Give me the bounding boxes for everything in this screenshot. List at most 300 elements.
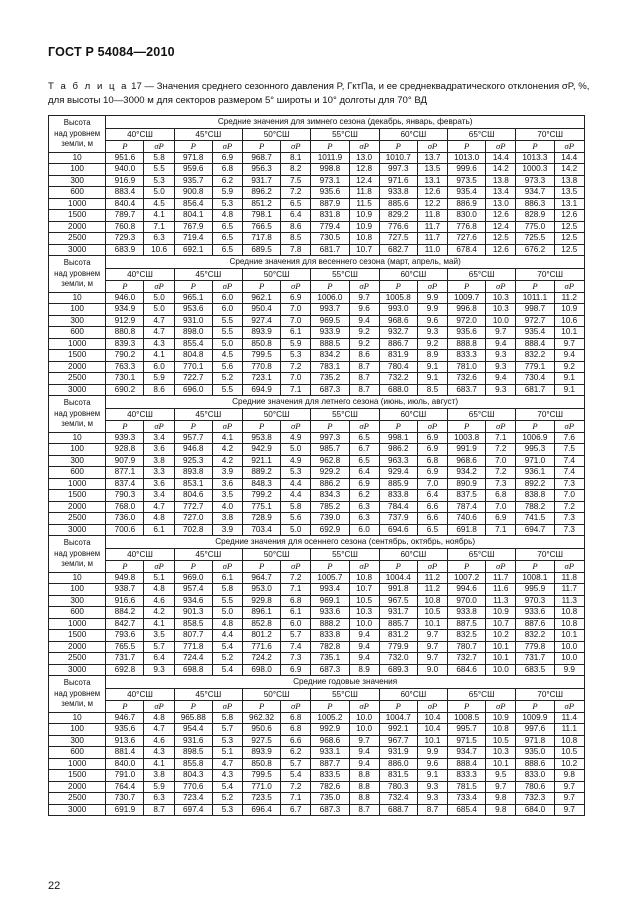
- latitude-header: 70°СШ: [516, 129, 585, 141]
- sigma-cell: 10.8: [486, 724, 516, 736]
- pressure-cell: 727.0: [174, 513, 212, 525]
- pressure-cell: 893.8: [174, 467, 212, 479]
- sigma-cell: 9.9: [417, 747, 447, 759]
- pressure-cell: 839.3: [106, 338, 144, 350]
- sigma-cell: 5.6: [281, 513, 311, 525]
- sigma-cell: 11.2: [417, 572, 447, 584]
- pressure-cell: 971.8: [516, 735, 554, 747]
- pressure-cell: 965.1: [174, 292, 212, 304]
- pressure-cell: 967.7: [379, 735, 417, 747]
- height-cell: 2500: [49, 793, 106, 805]
- sigma-cell: 7.2: [554, 501, 584, 513]
- latitude-row: [49, 129, 585, 141]
- sigma-cell: 6.3: [349, 513, 379, 525]
- sigma-cell: 4.7: [144, 724, 174, 736]
- height-cell: 1500: [49, 490, 106, 502]
- sigma-cell: 7.2: [486, 467, 516, 479]
- sigma-cell: 10.0: [486, 315, 516, 327]
- sigma-column-header: σP: [212, 281, 242, 293]
- sigma-cell: 7.4: [554, 455, 584, 467]
- height-cell: 10: [49, 292, 106, 304]
- pressure-cell: 804.1: [174, 210, 212, 222]
- sigma-cell: 6.6: [417, 501, 447, 513]
- pressure-column-header: P: [174, 701, 212, 713]
- table-row: [49, 513, 585, 525]
- pressure-column-header: P: [106, 281, 144, 293]
- pressure-cell: 832.5: [448, 630, 486, 642]
- pressure-cell: 775.0: [516, 221, 554, 233]
- sigma-cell: 9.1: [417, 361, 447, 373]
- height-cell: 2500: [49, 653, 106, 665]
- height-cell: 2000: [49, 501, 106, 513]
- sigma-cell: 11.8: [417, 210, 447, 222]
- table-row: [49, 350, 585, 362]
- pressure-cell: 1013.0: [448, 152, 486, 164]
- sigma-cell: 3.9: [212, 467, 242, 479]
- sigma-cell: 9.6: [349, 304, 379, 316]
- sigma-cell: 6.7: [349, 444, 379, 456]
- sigma-column-header: σP: [417, 421, 447, 433]
- pressure-cell: 1000.3: [516, 164, 554, 176]
- sigma-cell: 7.2: [281, 187, 311, 199]
- pressure-column-header: P: [448, 421, 486, 433]
- pressure-cell: 962.8: [311, 455, 349, 467]
- sigma-cell: 9.4: [349, 315, 379, 327]
- sigma-cell: 10.8: [554, 618, 584, 630]
- sigma-cell: 6.5: [349, 432, 379, 444]
- height-cell: 1000: [49, 618, 106, 630]
- pressure-cell: 957.4: [174, 584, 212, 596]
- pressure-cell: 1004.7: [379, 712, 417, 724]
- pressure-cell: 735.0: [311, 793, 349, 805]
- sigma-cell: 7.1: [144, 221, 174, 233]
- pressure-column-header: P: [242, 701, 280, 713]
- pressure-cell: 780.4: [379, 361, 417, 373]
- pressure-cell: 799.2: [242, 490, 280, 502]
- sigma-cell: 4.8: [144, 712, 174, 724]
- sigma-cell: 6.5: [281, 198, 311, 210]
- pressure-cell: 886.7: [379, 338, 417, 350]
- pressure-cell: 968.6: [448, 455, 486, 467]
- pressure-cell: 954.4: [174, 724, 212, 736]
- pressure-cell: 968.6: [311, 735, 349, 747]
- pressure-cell: 999.6: [448, 164, 486, 176]
- sigma-cell: 8.2: [281, 164, 311, 176]
- pressure-cell: 832.2: [516, 630, 554, 642]
- latitude-row: [49, 689, 585, 701]
- pressure-cell: 717.8: [242, 233, 280, 245]
- table-row: [49, 187, 585, 199]
- sigma-cell: 8.7: [144, 804, 174, 816]
- pressure-cell: 893.9: [242, 747, 280, 759]
- latitude-header: 55°СШ: [311, 689, 379, 701]
- sigma-cell: 10.0: [349, 618, 379, 630]
- sigma-cell: 5.3: [212, 804, 242, 816]
- sigma-cell: 6.8: [486, 490, 516, 502]
- pressure-cell: 833.3: [448, 770, 486, 782]
- sigma-cell: 8.9: [417, 350, 447, 362]
- pressure-cell: 831.8: [311, 210, 349, 222]
- sigma-cell: 3.6: [144, 478, 174, 490]
- pressure-column-header: P: [311, 141, 349, 153]
- pressure-cell: 970.0: [448, 595, 486, 607]
- sigma-cell: 9.4: [349, 641, 379, 653]
- pressure-table: [48, 115, 585, 816]
- sigma-cell: 8.5: [281, 233, 311, 245]
- sigma-cell: 13.1: [554, 198, 584, 210]
- pressure-cell: 697.4: [174, 804, 212, 816]
- pressure-cell: 940.0: [106, 164, 144, 176]
- latitude-header: 60°СШ: [379, 689, 447, 701]
- sigma-cell: 8.9: [349, 664, 379, 676]
- sigma-cell: 5.3: [281, 467, 311, 479]
- sigma-cell: 5.2: [212, 793, 242, 805]
- sigma-column-header: σP: [281, 561, 311, 573]
- sigma-cell: 5.7: [212, 724, 242, 736]
- pressure-cell: 683.9: [106, 244, 144, 256]
- pressure-column-header: P: [311, 701, 349, 713]
- sigma-cell: 9.3: [417, 781, 447, 793]
- sigma-column-header: σP: [212, 141, 242, 153]
- pressure-cell: 953.6: [174, 304, 212, 316]
- pressure-cell: 790.3: [106, 490, 144, 502]
- sigma-cell: 10.0: [554, 641, 584, 653]
- sigma-cell: 12.5: [554, 244, 584, 256]
- pressure-cell: 931.9: [379, 747, 417, 759]
- pressure-cell: 829.2: [379, 210, 417, 222]
- pressure-cell: 732.2: [379, 373, 417, 385]
- latitude-header: 55°СШ: [311, 129, 379, 141]
- sigma-cell: 5.2: [212, 653, 242, 665]
- sigma-cell: 10.0: [486, 664, 516, 676]
- latitude-header: 65°СШ: [448, 129, 516, 141]
- latitude-header: 45°СШ: [174, 269, 242, 281]
- pressure-cell: 848.3: [242, 478, 280, 490]
- pressure-cell: 973.3: [516, 175, 554, 187]
- pressure-cell: 933.6: [311, 607, 349, 619]
- sigma-column-header: σP: [417, 141, 447, 153]
- pressure-cell: 935.4: [516, 327, 554, 339]
- pressure-cell: 691.9: [106, 804, 144, 816]
- sigma-cell: 10.1: [417, 618, 447, 630]
- pressure-cell: 933.6: [516, 607, 554, 619]
- sigma-cell: 6.0: [144, 361, 174, 373]
- sigma-cell: 7.0: [281, 373, 311, 385]
- pressure-cell: 936.1: [516, 467, 554, 479]
- pressure-cell: 683.5: [516, 664, 554, 676]
- pressure-cell: 995.7: [448, 724, 486, 736]
- pressure-cell: 997.6: [516, 724, 554, 736]
- row-label-line: земли, м: [61, 279, 94, 289]
- sigma-cell: 10.1: [486, 758, 516, 770]
- pressure-column-header: P: [106, 421, 144, 433]
- sigma-cell: 8.7: [349, 373, 379, 385]
- pressure-cell: 702.8: [174, 524, 212, 536]
- sigma-cell: 3.3: [144, 467, 174, 479]
- latitude-header: 60°СШ: [379, 409, 447, 421]
- sigma-cell: 9.7: [417, 653, 447, 665]
- sigma-column-header: σP: [212, 561, 242, 573]
- sigma-cell: 4.3: [144, 747, 174, 759]
- table-row: [49, 607, 585, 619]
- section-title: Средние годовые значения: [106, 676, 585, 689]
- sigma-column-header: σP: [281, 281, 311, 293]
- latitude-header: 50°СШ: [242, 269, 310, 281]
- pressure-cell: 969.0: [174, 572, 212, 584]
- sigma-cell: 10.7: [349, 584, 379, 596]
- table-row: [49, 490, 585, 502]
- sigma-cell: 5.0: [281, 524, 311, 536]
- pressure-cell: 901.3: [174, 607, 212, 619]
- pressure-column-header: P: [242, 421, 280, 433]
- pressure-cell: 729.3: [106, 233, 144, 245]
- sigma-column-header: σP: [212, 701, 242, 713]
- row-label-line: земли, м: [61, 419, 94, 429]
- height-cell: 2500: [49, 373, 106, 385]
- pressure-cell: 833.5: [311, 770, 349, 782]
- table-row: [49, 584, 585, 596]
- sigma-cell: 12.8: [349, 164, 379, 176]
- pressure-cell: 772.7: [174, 501, 212, 513]
- sigma-cell: 9.4: [349, 747, 379, 759]
- pressure-cell: 889.2: [242, 467, 280, 479]
- pressure-cell: 896.2: [242, 187, 280, 199]
- pressure-cell: 732.7: [448, 653, 486, 665]
- sigma-cell: 11.7: [554, 584, 584, 596]
- sigma-cell: 10.5: [349, 595, 379, 607]
- sigma-column-header: σP: [486, 561, 516, 573]
- height-cell: 1500: [49, 350, 106, 362]
- sigma-cell: 6.2: [349, 490, 379, 502]
- sigma-cell: 13.5: [417, 164, 447, 176]
- pressure-cell: 692.9: [311, 524, 349, 536]
- section-title: Средние значения для весеннего сезона (март, апрель, май): [106, 256, 585, 269]
- sigma-cell: 9.4: [486, 338, 516, 350]
- sigma-column-header: σP: [144, 561, 174, 573]
- pressure-cell: 694.7: [516, 524, 554, 536]
- sigma-column-header: σP: [486, 141, 516, 153]
- sigma-cell: 9.7: [417, 641, 447, 653]
- pressure-column-header: P: [448, 561, 486, 573]
- pressure-column-header: P: [516, 141, 554, 153]
- sigma-cell: 10.8: [417, 595, 447, 607]
- sigma-cell: 7.1: [486, 432, 516, 444]
- sigma-cell: 5.0: [212, 607, 242, 619]
- pressure-cell: 831.9: [379, 350, 417, 362]
- sigma-cell: 3.6: [212, 478, 242, 490]
- pressure-cell: 684.0: [516, 804, 554, 816]
- sigma-cell: 12.6: [554, 210, 584, 222]
- pressure-cell: 995.9: [516, 584, 554, 596]
- sigma-cell: 5.0: [144, 304, 174, 316]
- table-caption: [48, 80, 593, 108]
- pressure-cell: 888.4: [448, 758, 486, 770]
- pressure-cell: 953.8: [242, 432, 280, 444]
- pressure-cell: 927.4: [242, 315, 280, 327]
- table-row: [49, 175, 585, 187]
- sigma-cell: 5.7: [144, 641, 174, 653]
- pressure-cell: 798.1: [242, 210, 280, 222]
- pressure-cell: 698.0: [242, 664, 280, 676]
- pressure-cell: 925.3: [174, 455, 212, 467]
- height-cell: 300: [49, 315, 106, 327]
- sigma-cell: 9.8: [486, 804, 516, 816]
- section-title-row: [49, 396, 585, 409]
- sigma-cell: 6.3: [349, 501, 379, 513]
- pressure-cell: 1008.5: [448, 712, 486, 724]
- pressure-cell: 968.7: [242, 152, 280, 164]
- sigma-cell: 5.3: [212, 735, 242, 747]
- sigma-cell: 10.7: [486, 618, 516, 630]
- height-cell: 1500: [49, 210, 106, 222]
- table-row: [49, 781, 585, 793]
- sigma-cell: 12.6: [486, 244, 516, 256]
- pressure-cell: 834.2: [311, 350, 349, 362]
- sigma-cell: 10.3: [349, 607, 379, 619]
- table-row: [49, 595, 585, 607]
- latitude-header: 55°СШ: [311, 269, 379, 281]
- pressure-cell: 896.1: [242, 607, 280, 619]
- pressure-cell: 931.6: [174, 735, 212, 747]
- latitude-header: 55°СШ: [311, 549, 379, 561]
- table-row: [49, 793, 585, 805]
- height-cell: 2000: [49, 641, 106, 653]
- pressure-cell: 689.3: [379, 664, 417, 676]
- pressure-cell: 782.6: [311, 781, 349, 793]
- pressure-cell: 790.2: [106, 350, 144, 362]
- sigma-cell: 10.8: [349, 233, 379, 245]
- sigma-cell: 6.9: [417, 444, 447, 456]
- table-row: [49, 455, 585, 467]
- sigma-cell: 7.2: [486, 444, 516, 456]
- pressure-cell: 973.1: [311, 175, 349, 187]
- sigma-cell: 11.1: [554, 724, 584, 736]
- table-row: [49, 618, 585, 630]
- table-row: [49, 198, 585, 210]
- sigma-cell: 9.4: [349, 653, 379, 665]
- sigma-cell: 9.3: [486, 361, 516, 373]
- sigma-cell: 12.2: [417, 198, 447, 210]
- table-row: [49, 304, 585, 316]
- pressure-cell: 927.5: [242, 735, 280, 747]
- table-row: [49, 292, 585, 304]
- sigma-cell: 7.1: [281, 793, 311, 805]
- height-cell: 1500: [49, 630, 106, 642]
- row-label-cell: [49, 116, 106, 153]
- sigma-cell: 10.1: [417, 735, 447, 747]
- sigma-cell: 9.9: [417, 292, 447, 304]
- pressure-cell: 887.5: [448, 618, 486, 630]
- pressure-cell: 933.8: [448, 607, 486, 619]
- sigma-column-header: σP: [486, 701, 516, 713]
- pressure-cell: 783.1: [311, 361, 349, 373]
- row-label-line: над уровнем: [54, 408, 101, 418]
- height-cell: 2000: [49, 781, 106, 793]
- table-row: [49, 758, 585, 770]
- pressure-cell: 998.7: [516, 304, 554, 316]
- pressure-cell: 916.6: [106, 595, 144, 607]
- sigma-cell: 9.7: [554, 793, 584, 805]
- sigma-cell: 10.0: [554, 653, 584, 665]
- table-row: [49, 210, 585, 222]
- latitude-header: 60°СШ: [379, 129, 447, 141]
- sigma-column-header: σP: [144, 701, 174, 713]
- pressure-cell: 787.4: [448, 501, 486, 513]
- sigma-cell: 7.8: [281, 244, 311, 256]
- sigma-cell: 4.2: [144, 607, 174, 619]
- pressure-cell: 950.6: [242, 724, 280, 736]
- pressure-cell: 972.7: [516, 315, 554, 327]
- latitude-header: 60°СШ: [379, 549, 447, 561]
- pressure-cell: 832.2: [516, 350, 554, 362]
- sigma-cell: 4.7: [212, 758, 242, 770]
- sigma-cell: 11.8: [349, 187, 379, 199]
- pressure-cell: 838.8: [516, 490, 554, 502]
- height-cell: 10: [49, 432, 106, 444]
- sigma-cell: 4.2: [212, 444, 242, 456]
- height-cell: 1000: [49, 198, 106, 210]
- table-row: [49, 233, 585, 245]
- latitude-header: 40°СШ: [106, 129, 174, 141]
- pressure-cell: 972.0: [448, 315, 486, 327]
- pressure-cell: 689.5: [242, 244, 280, 256]
- pressure-cell: 992.1: [379, 724, 417, 736]
- sigma-cell: 5.8: [212, 584, 242, 596]
- sigma-cell: 6.8: [281, 712, 311, 724]
- sigma-cell: 9.7: [554, 781, 584, 793]
- pressure-cell: 682.7: [379, 244, 417, 256]
- pressure-cell: 887.6: [516, 618, 554, 630]
- sigma-cell: 14.2: [554, 164, 584, 176]
- pressure-cell: 730.5: [311, 233, 349, 245]
- sigma-cell: 8.8: [349, 770, 379, 782]
- pressure-cell: 684.6: [448, 664, 486, 676]
- sigma-cell: 3.8: [212, 513, 242, 525]
- sigma-cell: 6.9: [281, 292, 311, 304]
- sigma-cell: 10.1: [486, 653, 516, 665]
- row-label-line: Высота: [63, 678, 91, 687]
- height-cell: 600: [49, 187, 106, 199]
- sigma-cell: 5.9: [144, 781, 174, 793]
- sigma-cell: 11.7: [417, 233, 447, 245]
- sigma-cell: 5.1: [212, 747, 242, 759]
- sigma-cell: 12.5: [554, 233, 584, 245]
- sigma-cell: 9.1: [417, 373, 447, 385]
- pressure-cell: 935.4: [448, 187, 486, 199]
- pressure-cell: 986.2: [379, 444, 417, 456]
- pressure-cell: 723.4: [174, 793, 212, 805]
- pressure-cell: 886.0: [379, 758, 417, 770]
- pressure-cell: 830.0: [448, 210, 486, 222]
- sigma-cell: 4.3: [212, 770, 242, 782]
- variable-row: [49, 561, 585, 573]
- sigma-cell: 10.8: [554, 607, 584, 619]
- pressure-cell: 779.4: [311, 221, 349, 233]
- pressure-cell: 731.7: [516, 653, 554, 665]
- sigma-cell: 9.2: [417, 338, 447, 350]
- sigma-column-header: σP: [349, 281, 379, 293]
- sigma-cell: 6.0: [349, 524, 379, 536]
- sigma-cell: 11.6: [486, 584, 516, 596]
- row-label-cell: [49, 396, 106, 433]
- section-title-row: [49, 536, 585, 549]
- sigma-cell: 12.5: [486, 233, 516, 245]
- sigma-cell: 13.4: [486, 187, 516, 199]
- height-cell: 600: [49, 467, 106, 479]
- sigma-cell: 4.7: [144, 315, 174, 327]
- pressure-cell: 764.4: [106, 781, 144, 793]
- row-label-line: земли, м: [61, 559, 94, 569]
